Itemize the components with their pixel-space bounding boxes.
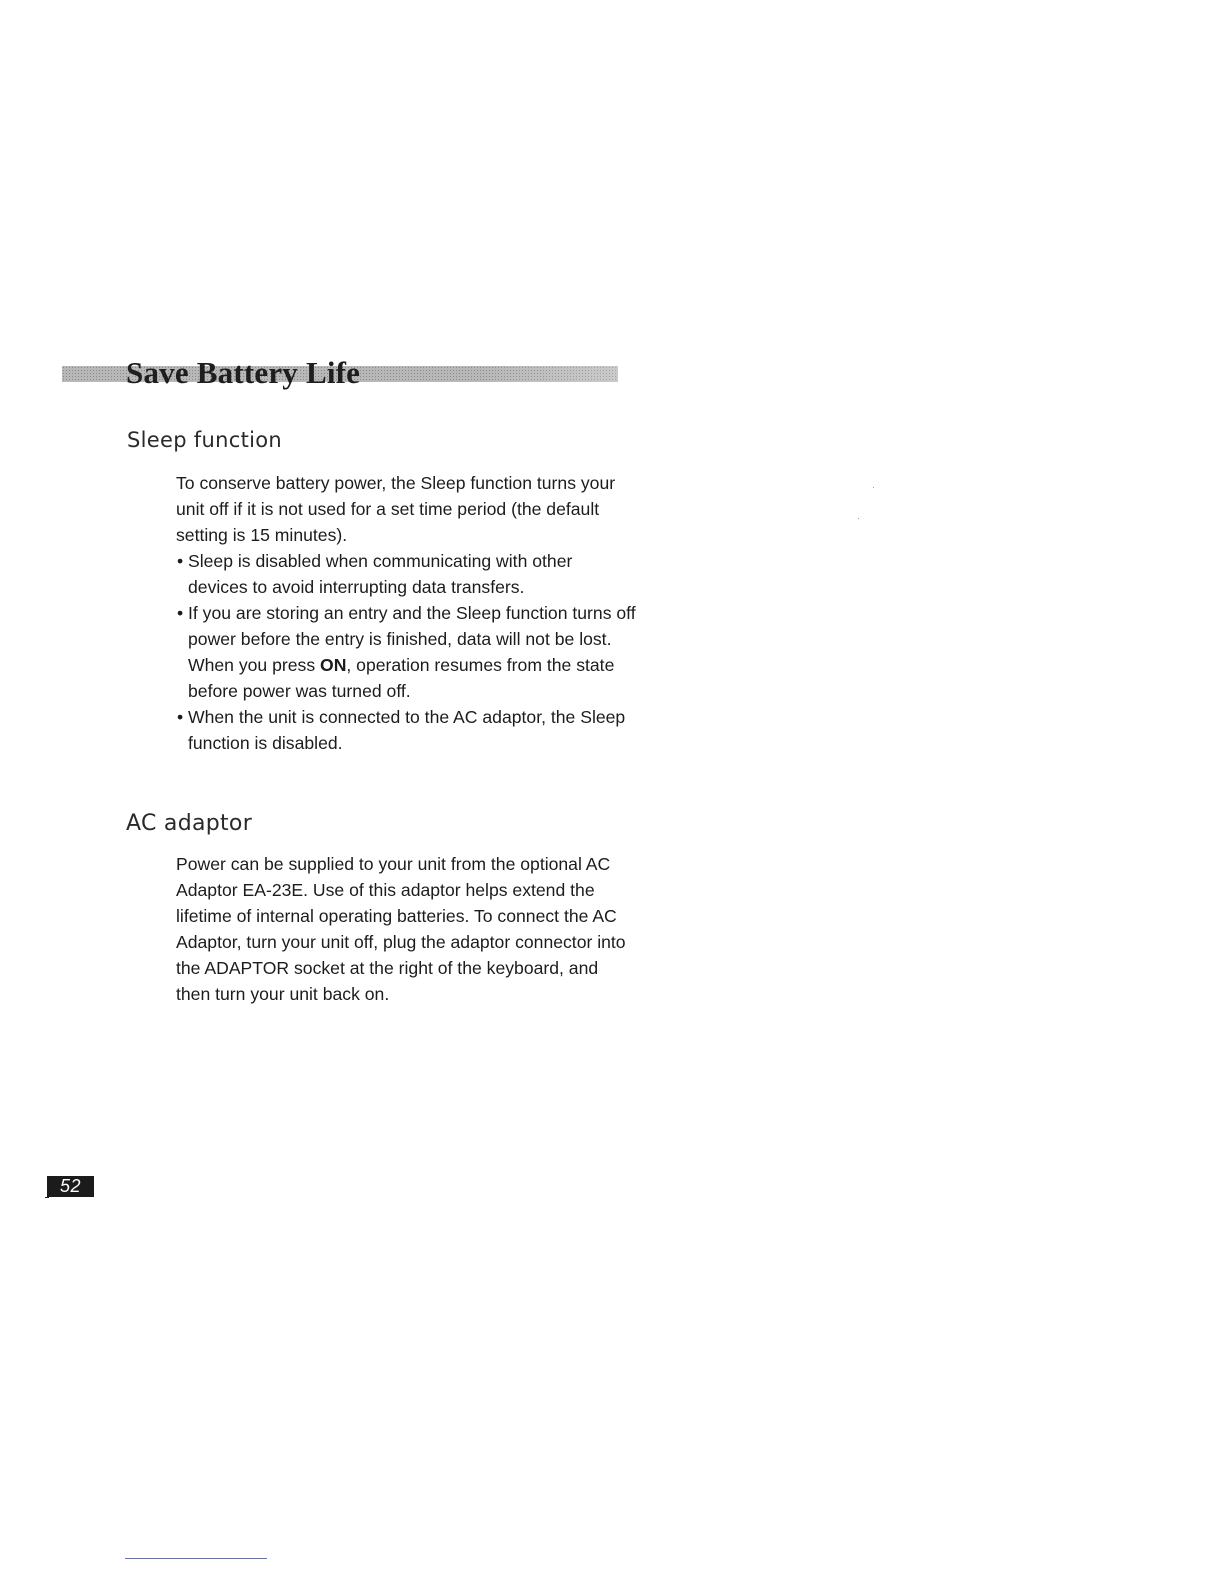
ac-adaptor-paragraph: Power can be supplied to your unit from the optional AC Adaptor EA-23E. Use of this adaptor helps extend the lifetime of internal operating batteries. To connect the AC Adaptor, turn your unit off, plug the adaptor connector into the ADAPTOR socket at the right of the keyboard, and then turn your unit back on. [176,854,626,1004]
page-title: Save Battery Life [126,355,361,390]
list-item [176,600,636,704]
bullet-icon: • [177,603,184,623]
ac-adaptor-body [176,851,636,1007]
list-item [176,548,636,600]
on-key-label: ON [320,655,347,675]
title-band-fade [482,366,618,382]
list-item-text: Sleep is disabled when communicating with other devices to avoid interrupting data transfers. [188,551,573,597]
list-item-text-before-key: If you are storing an entry and the Sleep function turns off power before the entry is finished, data will not be lost. When you press [188,603,636,675]
sleep-function-heading: Sleep function [127,428,282,452]
section-title-bar [62,354,618,394]
bullet-icon: • [177,551,184,571]
sleep-intro-paragraph: To conserve battery power, the Sleep function turns your unit off if it is not used for a set time period (the default setting is 15 minutes). [176,473,616,545]
sleep-notes-list [176,548,636,756]
bullet-icon: • [177,707,184,727]
list-item-text [188,600,636,704]
scan-speck [858,518,859,519]
page-number: 52 [59,1176,82,1196]
sleep-function-body [176,470,636,756]
list-item-text-after-key: , operation resumes from the state before power was turned off. [188,655,615,701]
bottom-divider [125,1558,267,1559]
ac-adaptor-heading: AC adaptor [126,811,253,836]
list-item [176,704,636,756]
list-item-text: When the unit is connected to the AC adaptor, the Sleep function is disabled. [188,707,626,753]
scan-speck [873,487,874,488]
page-number-badge [47,1176,94,1197]
page-number-tick [45,1197,49,1198]
